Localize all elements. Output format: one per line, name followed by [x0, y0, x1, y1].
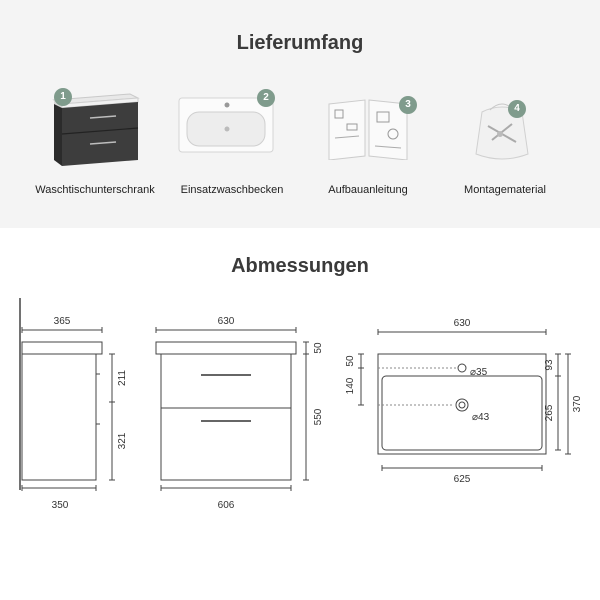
basin-width-label: 630	[453, 318, 471, 329]
item-manual	[303, 80, 433, 210]
delivery-items	[0, 80, 600, 210]
basin-tap-hole-label: ⌀35	[470, 367, 488, 378]
item-label-manual: Aufbauanleitung	[328, 184, 408, 196]
item-badge-3: 3	[399, 96, 417, 114]
basin-depth-inner-label: 265	[544, 404, 555, 422]
item-label-basin: Einsatzwaschbecken	[180, 184, 284, 196]
basin-inner-width-label: 625	[453, 474, 471, 485]
item-label-hardware: Montagematerial	[464, 184, 546, 196]
dimensions-heading: Abmessungen	[231, 255, 369, 277]
item-cabinet	[30, 80, 160, 210]
front-bottom-width-label: 606	[217, 500, 235, 511]
item-badge-2: 2	[257, 89, 275, 107]
basin-tap-offset-label: 50	[345, 355, 356, 367]
scope-of-delivery-section	[0, 0, 600, 228]
hardware-bag-illustration	[462, 96, 542, 166]
side-bottom-depth-label: 350	[51, 500, 69, 511]
basin-depth-total-label: 370	[572, 395, 583, 413]
dimension-drawings	[0, 290, 600, 530]
front-view-drawing	[156, 327, 309, 491]
side-top-depth-label: 365	[53, 316, 71, 327]
scope-heading: Lieferumfang	[236, 32, 364, 54]
basin-depth-to-tap-label: 93	[544, 359, 555, 371]
item-label-cabinet: Waschtischunterschrank	[35, 184, 155, 196]
side-drawer-lower-label: 321	[117, 432, 128, 450]
basin-drain-hole-label: ⌀43	[472, 412, 490, 423]
item-hardware	[440, 80, 570, 210]
item-badge-1: 1	[54, 88, 72, 106]
basin-drain-offset-label: 140	[345, 377, 356, 395]
front-top-height-label: 50	[313, 342, 324, 354]
basin-top-view-drawing	[358, 329, 571, 471]
front-top-width-label: 630	[217, 316, 235, 327]
item-basin	[167, 80, 297, 210]
item-badge-4: 4	[508, 100, 526, 118]
front-body-height-label: 550	[313, 408, 324, 426]
side-drawer-upper-label: 211	[117, 370, 128, 386]
